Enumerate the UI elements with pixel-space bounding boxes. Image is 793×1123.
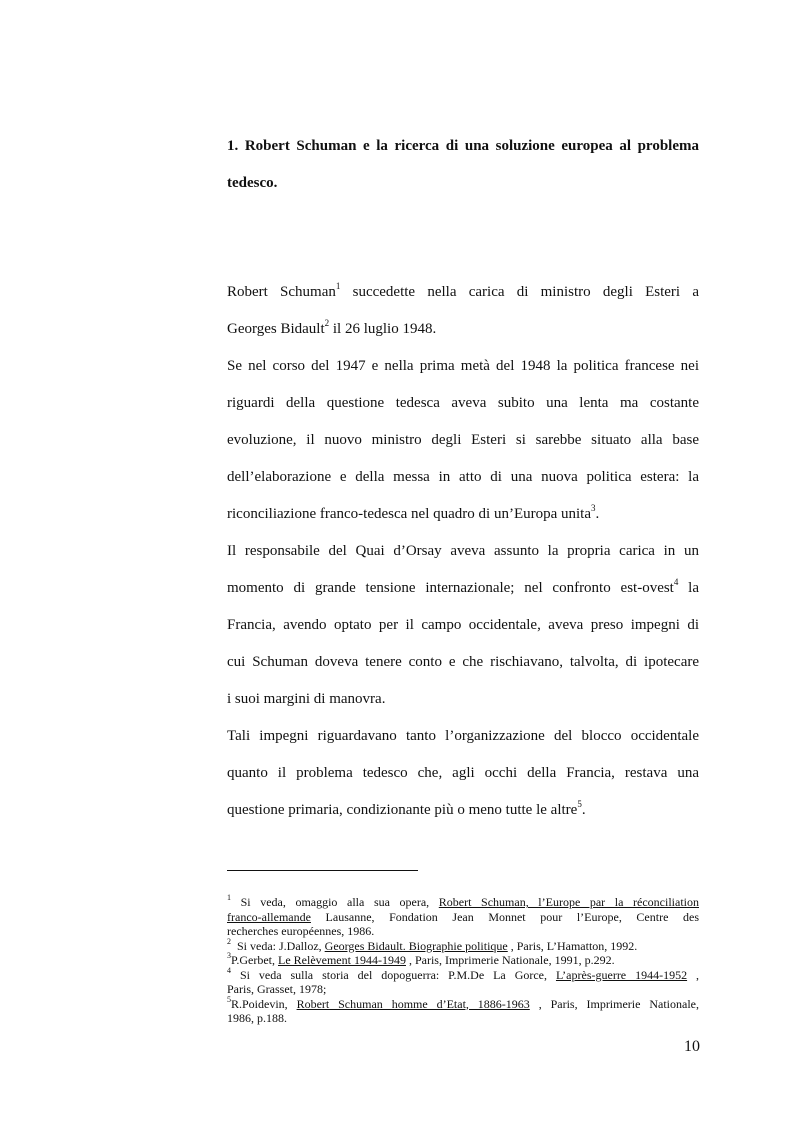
footnote-1 <box>227 895 699 939</box>
footnote-2 <box>227 936 699 954</box>
paragraph-3-line-1: Il responsabile del Quai d’Orsay aveva assunto la propria carica in un <box>227 543 699 559</box>
footnote-number: 4 <box>227 965 231 975</box>
footnote-1-line-3: recherches européennes, 1986. <box>227 924 375 938</box>
paragraph-3-line-4: cui Schuman doveva tenere conto e che rischiavano, talvolta, di ipotecare <box>227 654 699 670</box>
page-number: 10 <box>684 1038 700 1055</box>
text-run: , Paris, Imprimerie Nationale, 1991, p.292. <box>405 953 615 967</box>
text-run: . <box>595 506 600 522</box>
footnote-number: 3 <box>227 951 231 960</box>
paragraph-1-line-1 <box>227 274 699 311</box>
paragraph-2-line-4: dell’elaborazione e della messa in atto di una nuova politica estera: la <box>227 469 699 485</box>
text-run: Georges Bidault <box>227 321 325 337</box>
text-run: , Paris, L’Hamatton, 1992. <box>507 938 638 953</box>
footnote-4 <box>227 965 700 997</box>
paragraph-4 <box>227 718 699 829</box>
text-run: momento di grande tensione internazionale; nel confronto est-ovest <box>227 580 674 596</box>
body-text <box>227 274 699 829</box>
footnote-separator <box>227 870 418 871</box>
footnote-ref-1: 1 <box>335 281 341 291</box>
footnote-title: Georges Bidault. Biographie politique <box>324 938 508 953</box>
footnote-title: Robert Schuman, l’Europe par la réconciliation <box>438 895 699 909</box>
text-run: , <box>687 967 700 982</box>
text-run: Si veda sulla storia del dopoguerra: P.M.De La Gorce, <box>239 967 556 982</box>
text-run: Si veda, omaggio alla sua opera, <box>240 895 439 909</box>
text-run: succedette nella carica di ministro degli Esteri a <box>340 284 699 300</box>
text-run: , Paris, Imprimerie Nationale, <box>529 996 700 1011</box>
text-run: Robert Schuman <box>227 284 336 300</box>
paragraph-3 <box>227 533 699 718</box>
paragraph-2-line-5 <box>227 496 699 533</box>
footnote-5-line-1 <box>227 994 700 1012</box>
paragraph-2-line-2: riguardi della questione tedesca aveva subito una lenta ma costante <box>227 395 699 411</box>
paragraph-3-line-3: Francia, avendo optato per il campo occidentale, aveva preso impegni di <box>227 617 699 633</box>
text-run: la <box>678 580 699 596</box>
footnotes <box>227 895 699 1026</box>
text-run: il 26 luglio 1948. <box>329 321 437 337</box>
footnote-5 <box>227 994 700 1026</box>
paragraph-2 <box>227 348 699 533</box>
footnote-title: L’après-guerre 1944-1952 <box>555 967 688 982</box>
footnote-4-line-1 <box>227 965 700 983</box>
paragraph-2-line-3: evoluzione, il nuovo ministro degli Esteri si sarebbe situato alla base <box>227 432 699 448</box>
footnote-3-line-1 <box>227 953 699 968</box>
footnote-number: 2 <box>227 936 231 946</box>
paragraph-1-line-2 <box>227 311 699 348</box>
footnote-4-line-2: Paris, Grasset, 1978; <box>227 982 327 996</box>
text-run: P.Gerbet, <box>231 953 278 967</box>
text-run: R.Poidevin, <box>231 996 297 1011</box>
footnote-1-line-1 <box>227 895 699 910</box>
paragraph-4-line-3 <box>227 792 699 829</box>
paragraph-4-line-2: quanto il problema tedesco che, agli occhi della Francia, restava una <box>227 765 699 781</box>
footnote-ref-3: 3 <box>591 503 596 513</box>
footnote-1-line-2 <box>227 910 699 925</box>
footnote-ref-2: 2 <box>324 318 330 328</box>
footnote-number: 5 <box>227 994 231 1004</box>
text-run: Lausanne, Fondation Jean Monnet pour l’Europe, Centre des <box>310 909 699 924</box>
paragraph-2-line-1: Se nel corso del 1947 e nella prima metà del 1948 la politica francese nei <box>227 358 699 374</box>
text-run: Si veda: J.Dalloz, <box>237 938 325 953</box>
paragraph-3-line-2 <box>227 570 699 607</box>
section-heading-line-1: 1. Robert Schuman e la ricerca di una soluzione europea al problema <box>227 138 699 154</box>
footnote-title: Robert Schuman homme d’Etat, 1886-1963 <box>296 996 530 1011</box>
footnote-number: 1 <box>227 893 231 902</box>
paragraph-3-line-5: i suoi margini di manovra. <box>227 691 386 707</box>
footnote-ref-4: 4 <box>673 577 679 587</box>
text-run: questione primaria, condizionante più o meno tutte le altre <box>227 802 578 818</box>
section-heading-line-2: tedesco. <box>227 175 278 191</box>
footnote-ref-5: 5 <box>577 799 582 809</box>
text-run: riconciliazione franco-tedesca nel quadro di un’Europa unita <box>227 506 592 522</box>
paragraph-1 <box>227 274 699 348</box>
text-run: . <box>581 802 586 818</box>
footnote-title: franco-allemande <box>227 909 311 924</box>
section-heading <box>227 128 699 202</box>
paragraph-4-line-1: Tali impegni riguardavano tanto l’organizzazione del blocco occidentale <box>227 728 699 744</box>
footnote-title: Le Relèvement 1944-1949 <box>278 953 406 967</box>
footnote-2-line-1 <box>227 936 699 954</box>
footnote-3 <box>227 953 699 968</box>
footnote-5-line-2: 1986, p.188. <box>227 1011 287 1025</box>
